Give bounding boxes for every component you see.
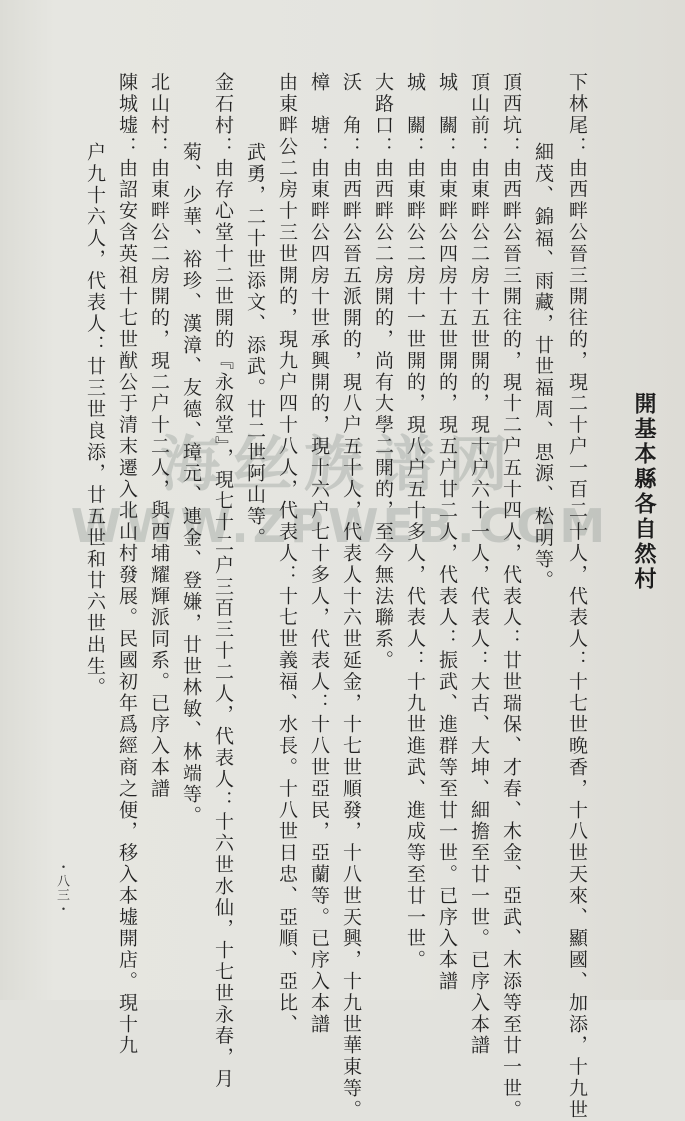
text-column-14: 北山村：由東畔公二房開的，現二户十二人，與西埔耀輝派同系。已序入本譜 xyxy=(148,72,170,800)
text-column-16: 户九十六人，代表人：廿三世良添，廿五世和廿六世出生。 xyxy=(84,142,106,699)
section-header: 開基本縣各自然村 xyxy=(631,392,656,592)
text-column-9: 樟 塘：由東畔公四房十世承興開的，現十六户七十多人，代表人：十八世亞民，亞蘭等。已序入本譜 xyxy=(308,72,330,1035)
watermark-en: WWW.ZPWEB.COM xyxy=(70,499,610,553)
text-column-3: 頂西坑：由西畔公晉三開往的，現十二户五十四人，代表人：廿世瑞保、才春、木金、亞武、木添等至廿一世。 xyxy=(500,72,522,1121)
text-column-11: 武勇，二十世添文、添武。廿二世阿山等。 xyxy=(244,142,266,549)
text-column-7: 大路口：由西畔公二房開的，尚有大學二開的，至今無法聯系。 xyxy=(372,72,394,672)
text-column-10: 由東畔公二房十三世開的，現九户四十八人，代表人：十七世義福、水長。十八世日忠、亞順、亞比、 xyxy=(276,72,298,1035)
text-column-12: 金石村：由存心堂十二世開的『永叙堂』，現七十二户三百三十二人，代表人：十六世水仙，十七世永春，月 xyxy=(212,72,234,1090)
text-column-2: 細茂、錦福、雨藏，廿世福周、思源、松明等。 xyxy=(532,142,554,592)
page-number: ・八三・ xyxy=(54,860,69,916)
text-column-13: 菊、少華、裕珍、漢漳、友德、璋元、連金、登嫌，廿世林敏、林端等。 xyxy=(180,142,202,827)
text-column-15: 陳城墟：由詔安含英祖十七世猷公于清末遷入北山村發展。民國初年爲經商之便，移入本墟開店。現十九 xyxy=(116,72,138,1057)
text-column-1: 下林尾：由西畔公晉三開往的，現二十户一百二十人，代表人：十七世晚香，十八世天來、顯國、加添，十九世 xyxy=(566,72,588,1121)
text-column-6: 城 關：由東畔公二房十一世開的，現八户五十多人，代表人：十九世進武、進成等至廿一世。 xyxy=(404,72,426,971)
text-column-4: 頂山前：由東畔公二房十五世開的，現十户六十一人，代表人：大古、大坤、細擔至廿一世。已序入本譜 xyxy=(468,72,490,1057)
text-column-5: 城 關：由東畔公四房十五世開的，現五户廿二人，代表人：振武、進群等至廿一世。已序入本譜 xyxy=(436,72,458,993)
text-column-8: 沃 角：由西畔公晉五派開的，現八户五十人，代表人十六世延金，十七世順發，十八世天興，十九世華東等。 xyxy=(340,72,362,1121)
watermark-cn: 海丝族谱网 xyxy=(160,430,520,500)
